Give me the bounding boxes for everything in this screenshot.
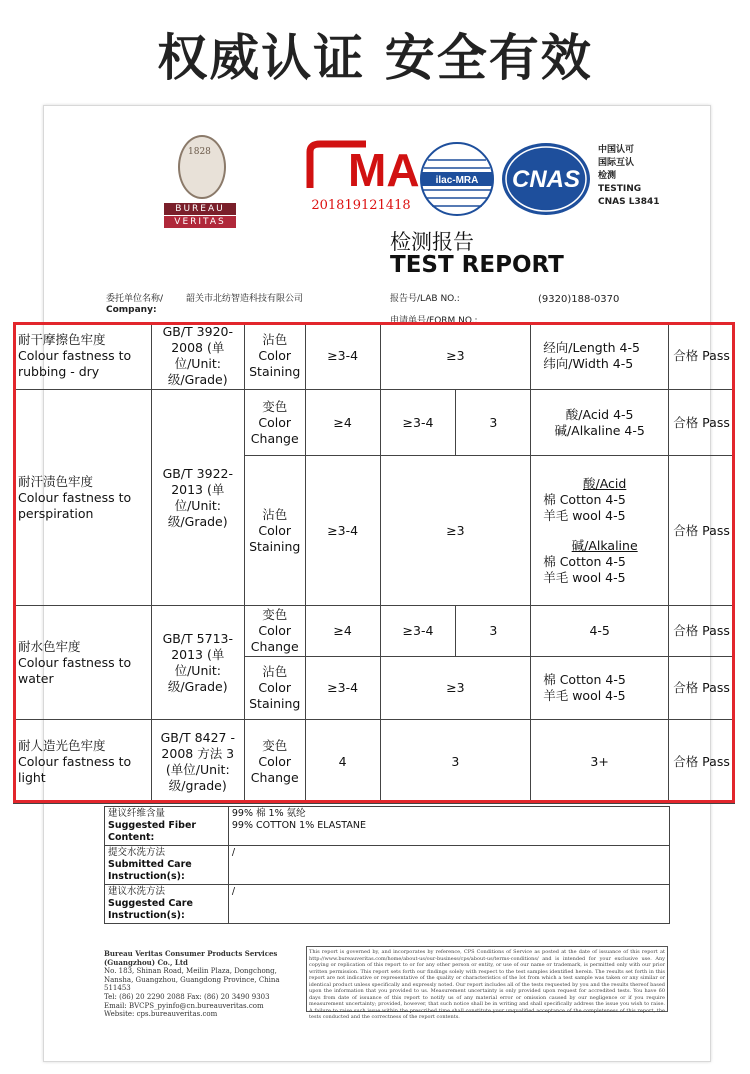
cma-logo-icon: [306, 140, 420, 196]
rubbing-item: 耐干摩擦色牢度 Colour fastness to rubbing - dry: [14, 323, 152, 390]
rubbing-standard: GB/T 3920-2008 (单位/Unit: 级/Grade): [151, 323, 244, 390]
submitted-care-value: /: [228, 846, 669, 885]
water-stain-rating: 棉 Cotton 4-5 羊毛 wool 4-5: [531, 657, 669, 720]
svg-text:MA: MA: [348, 144, 420, 196]
water-stain-req-a: ≥3-4: [305, 657, 380, 720]
cnas-side-text: 中国认可 国际互认 检测 TESTING CNAS L3841: [598, 145, 660, 207]
table-row: [105, 846, 670, 885]
perspiration-change-aspect: 变色 Color Change: [244, 390, 305, 456]
light-aspect: 变色 Color Change: [244, 720, 305, 804]
lab-no-label: 报告号/LAB NO.:: [390, 294, 460, 304]
light-req-a: 4: [305, 720, 380, 804]
table-row: [14, 606, 735, 657]
report-title-cn: 检测报告: [390, 230, 474, 254]
light-conclusion: 合格 Pass: [669, 720, 735, 804]
rubbing-rating: 经向/Length 4-5 纬向/Width 4-5: [531, 323, 669, 390]
perspiration-change-conclusion: 合格 Pass: [669, 390, 735, 456]
rubbing-req-a: ≥3-4: [305, 323, 380, 390]
disclaimer-text: This report is governed by, and incorporates by reference, CPS Conditions of Service as posted at the date of issuance of this report at http://www.bureauveritas.com/home/about-us/our-business/cps/about-us/terms-conditions/ and is intended for your exclusive use. Any copying or replication of this report to or for any other person or entity, or use of our name or trademark, is permitted only with our prior written permission. This report sets forth our findings solely with respect to the test samples identified herein. The results set forth in this report are not indicative or representative of the quality or characteristics of the lot from which a test sample was taken or any similar or identical product unless specifically and expressly noted. Our report includes all of the tests requested by you and the results thereof based upon the information that you provided to us. Measurement uncertainty is only provided upon request for accredited tests. You have 60 days from date of issuance of this report to notify us of any material error or omission caused by our negligence or if you require measurement uncertainty; provided, however, that such notice shall be in writing and shall specifically address the issue you wish to raise. A failure to raise such issue within the prescribed time shall constitute your unqualified acceptance of the completeness of this report, the tests conducted and the correctness of the report contents.: [306, 946, 668, 1012]
perspiration-stain-conclusion: 合格 Pass: [669, 456, 735, 606]
bv-seal-icon: 1828: [178, 135, 226, 199]
perspiration-change-req-b: ≥3-4: [380, 390, 456, 456]
water-standard: GB/T 5713-2013 (单位/Unit: 级/Grade): [151, 606, 244, 720]
svg-text:CNAS: CNAS: [511, 166, 581, 193]
form-no-label: 申请单号/FORM NO.:: [390, 316, 478, 326]
suggested-care-label: 建议水洗方法 Suggested Care Instruction(s):: [105, 885, 229, 924]
submitted-care-label: 提交水洗方法 Submitted Care Instruction(s):: [105, 846, 229, 885]
perspiration-item: 耐汗渍色牢度 Colour fastness to perspiration: [14, 390, 152, 606]
lab-no-value: (9320)188-0370: [538, 294, 620, 305]
water-item: 耐水色牢度 Colour fastness to water: [14, 606, 152, 720]
perspiration-stain-aspect: 沾色 Color Staining: [244, 456, 305, 606]
report-title-en: TEST REPORT: [390, 252, 564, 278]
fiber-label: 建议纤维含量 Suggested Fiber Content:: [105, 807, 229, 846]
water-change-req-b: ≥3-4: [380, 606, 456, 657]
bureau-veritas-logo: 1828 BUREAU VERITAS: [164, 135, 236, 230]
rubbing-conclusion: 合格 Pass: [669, 323, 735, 390]
ilac-mra-logo-icon: [418, 140, 496, 218]
water-change-aspect: 变色 Color Change: [244, 606, 305, 657]
perspiration-change-req-c: 3: [456, 390, 531, 456]
rubbing-aspect: 沾色 Color Staining: [244, 323, 305, 390]
water-change-rating: 4-5: [531, 606, 669, 657]
cnas-logo-icon: [500, 140, 592, 218]
water-change-req-c: 3: [456, 606, 531, 657]
perspiration-change-rating: 酸/Acid 4-5 碱/Alkaline 4-5: [531, 390, 669, 456]
water-stain-req-b: ≥3: [380, 657, 531, 720]
light-item: 耐人造光色牢度 Colour fastness to light: [14, 720, 152, 804]
water-stain-aspect: 沾色 Color Staining: [244, 657, 305, 720]
rubbing-req-b: ≥3: [380, 323, 531, 390]
fiber-value: 99% 棉 1% 氨纶 99% COTTON 1% ELASTANE: [228, 807, 669, 846]
table-row: [105, 807, 670, 846]
table-row: [14, 323, 735, 390]
perspiration-standard: GB/T 3922-2013 (单位/Unit: 级/Grade): [151, 390, 244, 606]
perspiration-stain-req-b: ≥3: [380, 456, 531, 606]
suggested-care-value: /: [228, 885, 669, 924]
cma-number: 201819121418: [311, 198, 411, 213]
water-change-req-a: ≥4: [305, 606, 380, 657]
light-standard: GB/T 8427 - 2008 方法 3 (单位/Unit: 级/grade): [151, 720, 244, 804]
water-stain-conclusion: 合格 Pass: [669, 657, 735, 720]
table-row: [14, 390, 735, 456]
company-label: 委托单位名称/ Company:: [106, 294, 164, 315]
lab-address: Bureau Veritas Consumer Products Services (Guangzhou) Co., Ltd No. 183, Shinan Road, Meilin Plaza, Dongchong, Nansha, Guangzhou, Guangdong Province, China 511453 Tel: (86) 20 2290 2088 Fax: (86) 20 3490 9303 Email: BVCPS_pyinfo@cn.bureauveritas.com Website: cps.bureauveritas.com: [104, 949, 280, 1019]
light-req-b: 3: [380, 720, 531, 804]
results-table: [13, 322, 735, 804]
table-row: [14, 720, 735, 804]
company-value: 韶关市北纺智造科技有限公司: [186, 294, 304, 304]
fiber-care-table: [104, 806, 670, 924]
table-row: [105, 885, 670, 924]
perspiration-stain-rating: 酸/Acid 棉 Cotton 4-5 羊毛 wool 4-5 碱/Alkaline 棉 Cotton 4-5 羊毛 wool 4-5: [531, 456, 669, 606]
perspiration-stain-req-a: ≥3-4: [305, 456, 380, 606]
perspiration-change-req-a: ≥4: [305, 390, 380, 456]
light-rating: 3+: [531, 720, 669, 804]
page-headline: 权威认证 安全有效: [157, 29, 593, 87]
svg-text:ilac-MRA: ilac-MRA: [435, 175, 479, 186]
water-change-conclusion: 合格 Pass: [669, 606, 735, 657]
